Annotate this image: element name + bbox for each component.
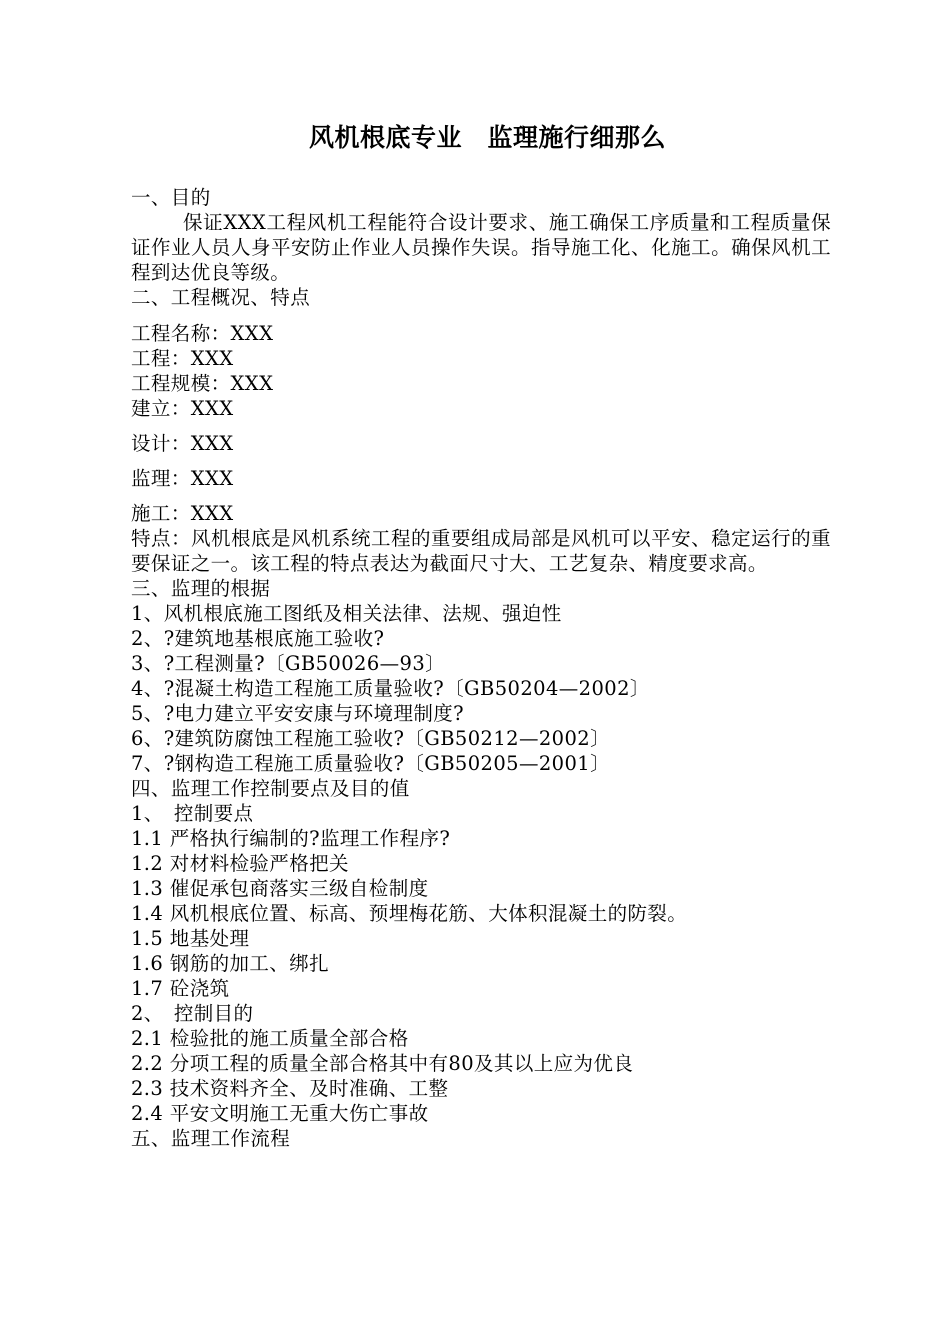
project-name-line: 工程名称：XXX xyxy=(131,322,274,345)
basis-list xyxy=(131,601,831,776)
list-item: 3、?工程测量?〔GB50026—93〕 xyxy=(131,652,446,675)
project-scale-line: 工程规模：XXX xyxy=(131,372,274,395)
list-item: 1.7 砼浇筑 xyxy=(131,977,230,1000)
list-item: 1.3 催促承包商落实三级自检制度 xyxy=(131,877,429,900)
list-item: 1.4 风机根底位置、标高、预埋梅花筋、大体积混凝土的防裂。 xyxy=(131,902,688,925)
features-paragraph: 特点：风机根底是风机系统工程的重要组成局部是风机可以平安、稳定运行的重要保证之一。该工程的特点表达为截面尺寸大、工艺复杂、精度要求高。 xyxy=(131,527,831,575)
construction-line: 建立：XXX xyxy=(131,397,234,420)
document-title: 风机根底专业 监理施行细那么 xyxy=(308,123,666,152)
document-body xyxy=(131,185,831,1151)
list-item: 1.5 地基处理 xyxy=(131,927,250,950)
builder-line: 施工：XXX xyxy=(131,502,234,525)
design-line: 设计：XXX xyxy=(131,432,234,455)
control-points-list xyxy=(131,826,831,1001)
list-item: 7、?钢构造工程施工质量验收?〔GB50205—2001〕 xyxy=(131,752,610,775)
list-item: 1.1 严格执行编制的?监理工作程序? xyxy=(131,827,451,850)
list-item: 1.2 对材料检验严格把关 xyxy=(131,852,349,875)
section-heading-basis: 三、监理的根据 xyxy=(131,577,271,600)
list-item: 4、?混凝土构造工程施工质量验收?〔GB50204—2002〕 xyxy=(131,677,650,700)
supervision-line: 监理：XXX xyxy=(131,467,234,490)
list-item: 2、?建筑地基根底施工验收? xyxy=(131,627,385,650)
list-item: 5、?电力建立平安安康与环境理制度? xyxy=(131,702,465,725)
list-item: 2.2 分项工程的质量全部合格其中有80及其以上应为优良 xyxy=(131,1052,634,1075)
project-line: 工程：XXX xyxy=(131,347,234,370)
control-goals-list xyxy=(131,1026,831,1126)
list-item: 2.4 平安文明施工无重大伤亡事故 xyxy=(131,1102,429,1125)
subsection-heading-control-points: 1、 控制要点 xyxy=(131,802,254,825)
section-heading-overview: 二、工程概况、特点 xyxy=(131,286,311,309)
section-heading-purpose: 一、目的 xyxy=(131,186,211,209)
list-item: 6、?建筑防腐蚀工程施工验收?〔GB50212—2002〕 xyxy=(131,727,610,750)
subsection-heading-control-goals: 2、 控制目的 xyxy=(131,1002,254,1025)
purpose-paragraph: 保证XXX工程风机工程能符合设计要求、施工确保工序质量和工程质量保证作业人员人身平安防止作业人员操作失误。指导施工化、化施工。确保风机工程到达优良等级。 xyxy=(131,211,831,284)
section-heading-workflow: 五、监理工作流程 xyxy=(131,1127,291,1150)
list-item: 2.3 技术资料齐全、及时准确、工整 xyxy=(131,1077,449,1100)
list-item: 1.6 钢筋的加工、绑扎 xyxy=(131,952,330,975)
list-item: 2.1 检验批的施工质量全部合格 xyxy=(131,1027,409,1050)
section-heading-control: 四、监理工作控制要点及目的值 xyxy=(131,777,410,800)
list-item: 1、风机根底施工图纸及相关法律、法规、强迫性 xyxy=(131,602,562,625)
